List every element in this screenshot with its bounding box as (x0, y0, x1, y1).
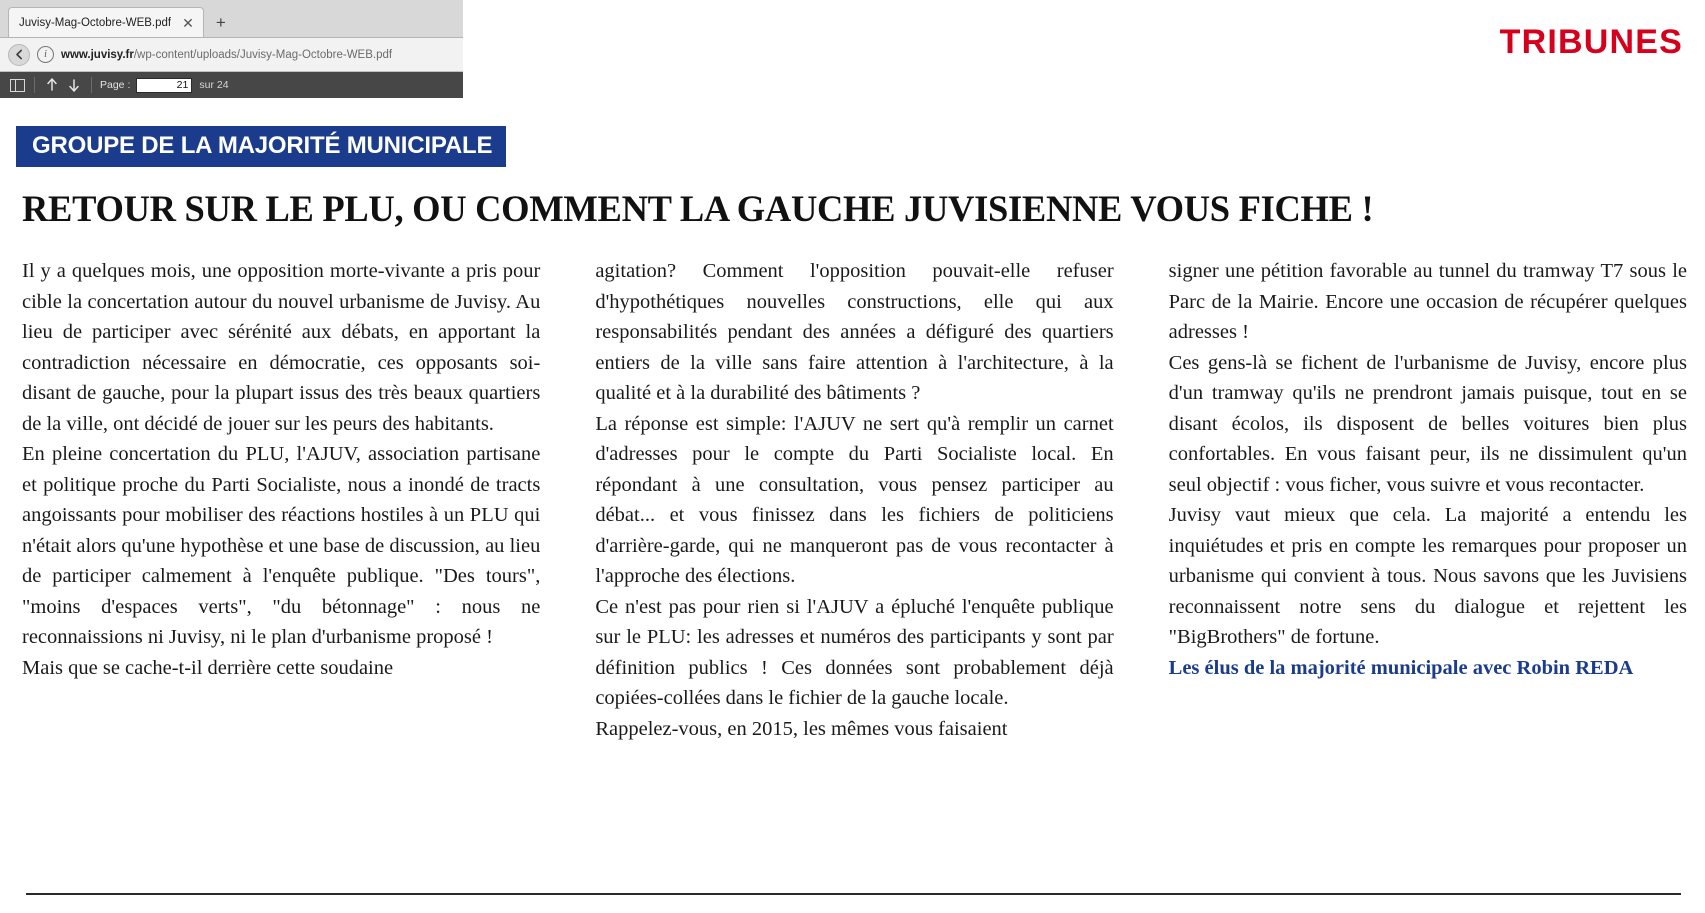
info-icon[interactable]: i (37, 46, 54, 63)
page-title: RETOUR SUR LE PLU, OU COMMENT LA GAUCHE JUVISIENNE VOUS FICHE ! (22, 188, 1374, 229)
paragraph: Il y a quelques mois, une opposition morte-vivante a pris pour cible la concertation autour du nouvel urbanisme de Juvisy. Au lieu de participer avec sérénité aux débats, en apportant la contradiction nécessaire en démocratie, ces opposants soi-disant de gauche, pour la plupart issus des très beaux quartiers de la ville, ont décidé de jouer sur les peurs des habitants. (22, 260, 541, 435)
pdf-page-content (0, 126, 1705, 744)
paragraph: En pleine concertation du PLU, l'AJUV, association partisane et politique proche du Parti Socialiste, nous a inondé de tracts angoissants pour mobiliser des réactions hostiles à un PLU qui n'était alors qu'une hypothèse et une base de discussion, au lieu de participer calmement à l'enquête publique. "Des tours", "moins d'espaces verts", "du bétonnage" : nous ne reconnaissions ni Juvisy, ni le plan d'urbanisme proposé ! (22, 443, 541, 648)
toolbar-divider-2 (91, 77, 92, 93)
section-marker: TRIBUNES (1499, 23, 1683, 61)
article-column-1 (22, 256, 540, 744)
paragraph: Ces gens-là se fichent de l'urbanisme de Juvisy, encore plus d'un tramway qu'ils ne prendront jamais puisque, tout en se disant écolos, ils disposent de belles voitures bien plus confortables. En vous faisant peur, ils ne dissimulent qu'un seul objectif : vous ficher, vous suivre et vous recontacter. (1168, 351, 1687, 496)
arrow-up-icon[interactable] (41, 75, 63, 95)
browser-chrome (0, 0, 463, 98)
paragraph: Mais que se cache-t-il derrière cette soudaine (22, 656, 394, 679)
sidebar-toggle-icon[interactable] (6, 75, 28, 95)
article-columns (0, 256, 1705, 744)
group-banner: GROUPE DE LA MAJORITÉ MUNICIPALE (16, 126, 506, 167)
paragraph: agitation? Comment l'opposition pouvait-elle refuser d'hypothétiques nouvelles constructions, elle qui aux responsabilités pendant des années a défiguré des quartiers entiers de la ville sans faire attention à l'architecture, à la qualité et à la durabilité des bâtiments ? (595, 260, 1114, 404)
browser-tab-title: Juvisy-Mag-Octobre-WEB.pdf (19, 16, 172, 29)
paragraph: Rappelez-vous, en 2015, les mêmes vous faisaient (595, 717, 1008, 740)
browser-tab[interactable] (8, 7, 204, 37)
paragraph: Juvisy vaut mieux que cela. La majorité a entendu les inquiétudes et pris en compte les remarques pour proposer un urbanisme qui convient à tous. Nous savons que les Juvisiens reconnaissent notre sens du dialogue et rejettent les "BigBrothers" de fortune. (1168, 504, 1687, 648)
footer-divider (26, 893, 1681, 895)
paragraph: signer une pétition favorable au tunnel du tramway T7 sous le Parc de la Mairie. Encore une occasion de récupérer quelques adresses ! (1168, 260, 1687, 343)
page-total-label: sur 24 (199, 79, 229, 91)
pdf-toolbar (0, 72, 463, 98)
address-bar[interactable] (0, 38, 463, 72)
arrow-down-icon[interactable] (63, 75, 85, 95)
url-text (61, 49, 392, 61)
tab-strip (0, 0, 463, 38)
back-arrow-icon[interactable] (8, 44, 30, 66)
url-path: /wp-content/uploads/Juvisy-Mag-Octobre-WEB.pdf (133, 48, 393, 61)
page-number-input[interactable] (136, 78, 192, 93)
close-icon[interactable]: ✕ (182, 14, 194, 31)
url-host: www.juvisy.fr (61, 48, 134, 61)
page-number-label: Page : (100, 79, 131, 91)
paragraph: Ce n'est pas pour rien si l'AJUV a épluché l'enquête publique sur le PLU: les adresses et numéros des participants y sont par définition publics ! Ces données sont probablement déjà copiées-collées dans le fichier de la gauche locale. (595, 595, 1114, 709)
new-tab-icon[interactable]: + (215, 13, 226, 32)
article-column-2 (595, 256, 1113, 744)
toolbar-divider (34, 77, 35, 93)
article-column-3 (1169, 256, 1687, 744)
article-signature: Les élus de la majorité municipale avec Robin REDA (1168, 656, 1634, 679)
paragraph: La réponse est simple: l'AJUV ne sert qu'à remplir un carnet d'adresses pour le compte du Parti Socialiste local. En répondant à une consultation, vous pensez participer au débat... et vous finissez dans les fichiers de politiciens d'arrière-garde, qui ne manqueront pas de vous recontacter à l'approche des élections. (595, 412, 1114, 587)
